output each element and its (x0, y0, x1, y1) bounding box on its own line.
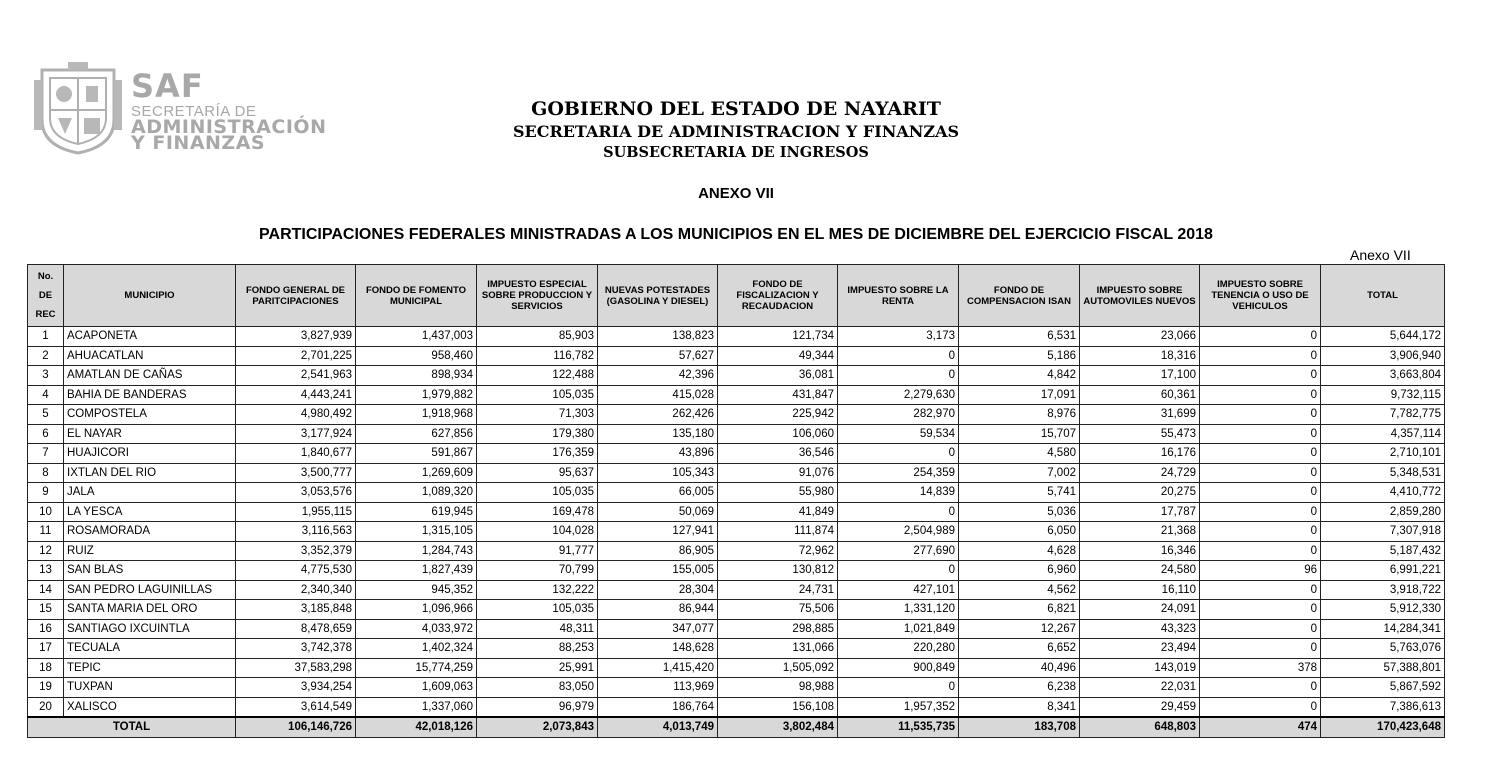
fondo-general-cell: 3,827,939 (236, 327, 356, 347)
subsecretariat-title: SUBSECRETARIA DE INGRESOS (603, 144, 869, 161)
isr-cell: 900,849 (838, 658, 959, 678)
nuevas-potestades-cell: 347,077 (598, 619, 718, 639)
nuevas-potestades-cell: 28,304 (598, 580, 718, 600)
municipio-cell: LA YESCA (64, 502, 236, 522)
fiscalizacion-cell: 98,988 (718, 678, 838, 698)
totals-row (28, 717, 1445, 737)
isr-cell: 3,173 (838, 327, 959, 347)
isan-cell: 6,821 (959, 600, 1080, 620)
isan-cell: 4,562 (959, 580, 1080, 600)
total-isr-cell: 11,535,735 (838, 717, 959, 737)
secretariat-title: SECRETARIA DE ADMINISTRACION Y FINANZAS (512, 122, 960, 141)
nuevas-potestades-cell: 415,028 (598, 385, 718, 405)
ieps-cell: 116,782 (477, 346, 598, 366)
fiscalizacion-cell: 131,066 (718, 639, 838, 659)
municipio-cell: IXTLAN DEL RIO (64, 463, 236, 483)
row-number: 13 (28, 561, 64, 581)
col-header-tenencia: IMPUESTO SOBRE TENENCIA O USO DE VEHICULOS (1200, 265, 1321, 327)
tenencia-cell: 0 (1200, 327, 1321, 347)
fondo-general-cell: 2,541,963 (236, 366, 356, 386)
total-cell: 2,859,280 (1321, 502, 1445, 522)
fondo-general-cell: 3,116,563 (236, 522, 356, 542)
automoviles-cell: 24,729 (1080, 463, 1200, 483)
fondo-fomento-cell: 1,096,966 (356, 600, 477, 620)
col-header-municipio: MUNICIPIO (64, 265, 236, 327)
tenencia-cell: 0 (1200, 366, 1321, 386)
tenencia-cell: 0 (1200, 385, 1321, 405)
fondo-fomento-cell: 1,337,060 (356, 697, 477, 717)
ieps-cell: 132,222 (477, 580, 598, 600)
automoviles-cell: 24,091 (1080, 600, 1200, 620)
automoviles-cell: 22,031 (1080, 678, 1200, 698)
table-row (28, 483, 1445, 503)
fondo-fomento-cell: 898,934 (356, 366, 477, 386)
ieps-cell: 96,979 (477, 697, 598, 717)
table-row (28, 405, 1445, 425)
automoviles-cell: 18,316 (1080, 346, 1200, 366)
municipio-cell: RUIZ (64, 541, 236, 561)
isr-cell: 2,279,630 (838, 385, 959, 405)
table-row (28, 580, 1445, 600)
automoviles-cell: 16,176 (1080, 444, 1200, 464)
fiscalizacion-cell: 130,812 (718, 561, 838, 581)
isr-cell: 0 (838, 346, 959, 366)
municipio-cell: SAN BLAS (64, 561, 236, 581)
fiscalizacion-cell: 298,885 (718, 619, 838, 639)
fondo-fomento-cell: 1,437,003 (356, 327, 477, 347)
tenencia-cell: 0 (1200, 619, 1321, 639)
total-cell: 3,906,940 (1321, 346, 1445, 366)
tenencia-cell: 0 (1200, 502, 1321, 522)
total-tot-cell: 170,423,648 (1321, 717, 1445, 737)
automoviles-cell: 31,699 (1080, 405, 1200, 425)
isan-cell: 7,002 (959, 463, 1080, 483)
tenencia-cell: 0 (1200, 580, 1321, 600)
municipio-cell: EL NAYAR (64, 424, 236, 444)
municipio-cell: COMPOSTELA (64, 405, 236, 425)
total-gas-cell: 4,013,749 (598, 717, 718, 737)
col-header-ieps: IMPUESTO ESPECIAL SOBRE PRODUCCION Y SERVICIOS (477, 265, 598, 327)
nuevas-potestades-cell: 66,005 (598, 483, 718, 503)
fiscalizacion-cell: 36,081 (718, 366, 838, 386)
row-number: 11 (28, 522, 64, 542)
nuevas-potestades-cell: 262,426 (598, 405, 718, 425)
municipio-cell: SANTIAGO IXCUINTLA (64, 619, 236, 639)
nuevas-potestades-cell: 42,396 (598, 366, 718, 386)
isan-cell: 6,652 (959, 639, 1080, 659)
table-row (28, 463, 1445, 483)
col-header-nuevas-potestades: NUEVAS POTESTADES (GASOLINA Y DIESEL) (598, 265, 718, 327)
total-cell: 6,991,221 (1321, 561, 1445, 581)
totals-label: TOTAL (28, 717, 236, 737)
municipio-cell: BAHIA DE BANDERAS (64, 385, 236, 405)
isan-cell: 5,036 (959, 502, 1080, 522)
municipio-cell: JALA (64, 483, 236, 503)
ieps-cell: 83,050 (477, 678, 598, 698)
fondo-general-cell: 2,701,225 (236, 346, 356, 366)
table-row (28, 327, 1445, 347)
total-cell: 5,348,531 (1321, 463, 1445, 483)
municipio-cell: HUAJICORI (64, 444, 236, 464)
nuevas-potestades-cell: 113,969 (598, 678, 718, 698)
table-row (28, 541, 1445, 561)
row-number: 3 (28, 366, 64, 386)
table-row (28, 346, 1445, 366)
fiscalizacion-cell: 91,076 (718, 463, 838, 483)
fondo-general-cell: 4,443,241 (236, 385, 356, 405)
total-cell: 57,388,801 (1321, 658, 1445, 678)
fiscalizacion-cell: 72,962 (718, 541, 838, 561)
tenencia-cell: 0 (1200, 346, 1321, 366)
nuevas-potestades-cell: 57,627 (598, 346, 718, 366)
isr-cell: 0 (838, 678, 959, 698)
row-number: 17 (28, 639, 64, 659)
row-number: 7 (28, 444, 64, 464)
total-auto-cell: 648,803 (1080, 717, 1200, 737)
fondo-fomento-cell: 1,979,882 (356, 385, 477, 405)
annex-heading: ANEXO VII (698, 185, 774, 202)
logo-abbreviation: SAF (131, 67, 204, 105)
total-fgp-cell: 106,146,726 (236, 717, 356, 737)
ieps-cell: 104,028 (477, 522, 598, 542)
total-cell: 4,410,772 (1321, 483, 1445, 503)
nuevas-potestades-cell: 138,823 (598, 327, 718, 347)
participaciones-table (27, 264, 1445, 738)
isr-cell: 1,331,120 (838, 600, 959, 620)
row-number: 8 (28, 463, 64, 483)
fondo-fomento-cell: 591,867 (356, 444, 477, 464)
nuevas-potestades-cell: 105,343 (598, 463, 718, 483)
fondo-fomento-cell: 945,352 (356, 580, 477, 600)
isan-cell: 8,976 (959, 405, 1080, 425)
ieps-cell: 70,799 (477, 561, 598, 581)
row-number: 2 (28, 346, 64, 366)
nuevas-potestades-cell: 43,896 (598, 444, 718, 464)
row-number: 19 (28, 678, 64, 698)
municipio-cell: ACAPONETA (64, 327, 236, 347)
total-isan-cell: 183,708 (959, 717, 1080, 737)
fiscalizacion-cell: 75,506 (718, 600, 838, 620)
total-cell: 7,386,613 (1321, 697, 1445, 717)
municipio-cell: ROSAMORADA (64, 522, 236, 542)
tenencia-cell: 0 (1200, 424, 1321, 444)
fiscalizacion-cell: 431,847 (718, 385, 838, 405)
table-row (28, 424, 1445, 444)
tenencia-cell: 0 (1200, 639, 1321, 659)
row-number: 18 (28, 658, 64, 678)
total-cell: 5,644,172 (1321, 327, 1445, 347)
fondo-fomento-cell: 619,945 (356, 502, 477, 522)
table-row (28, 522, 1445, 542)
nuevas-potestades-cell: 186,764 (598, 697, 718, 717)
row-number: 16 (28, 619, 64, 639)
nuevas-potestades-cell: 127,941 (598, 522, 718, 542)
isan-cell: 4,628 (959, 541, 1080, 561)
row-number: 14 (28, 580, 64, 600)
automoviles-cell: 16,346 (1080, 541, 1200, 561)
fiscalizacion-cell: 41,849 (718, 502, 838, 522)
logo-line2: ADMINISTRACIÓN (131, 116, 327, 138)
col-header-automoviles: IMPUESTO SOBRE AUTOMOVILES NUEVOS (1080, 265, 1200, 327)
document-subtitle: PARTICIPACIONES FEDERALES MINISTRADAS A LOS MUNICIPIOS EN EL MES DE DICIEMBRE DEL EJERCICIO FISCAL 2018 (259, 226, 1213, 243)
fondo-fomento-cell: 1,402,324 (356, 639, 477, 659)
tenencia-cell: 0 (1200, 522, 1321, 542)
automoviles-cell: 43,323 (1080, 619, 1200, 639)
annex-label: Anexo VII (1350, 247, 1411, 263)
automoviles-cell: 23,494 (1080, 639, 1200, 659)
fondo-general-cell: 3,185,848 (236, 600, 356, 620)
fondo-fomento-cell: 15,774,259 (356, 658, 477, 678)
fondo-fomento-cell: 1,609,063 (356, 678, 477, 698)
isr-cell: 1,021,849 (838, 619, 959, 639)
isan-cell: 6,531 (959, 327, 1080, 347)
municipio-cell: AHUACATLAN (64, 346, 236, 366)
ieps-cell: 48,311 (477, 619, 598, 639)
tenencia-cell: 96 (1200, 561, 1321, 581)
table-row (28, 639, 1445, 659)
municipio-cell: TUXPAN (64, 678, 236, 698)
isr-cell: 2,504,989 (838, 522, 959, 542)
isan-cell: 4,842 (959, 366, 1080, 386)
nuevas-potestades-cell: 86,905 (598, 541, 718, 561)
isan-cell: 6,050 (959, 522, 1080, 542)
ieps-cell: 105,035 (477, 385, 598, 405)
fondo-general-cell: 3,742,378 (236, 639, 356, 659)
nuevas-potestades-cell: 86,944 (598, 600, 718, 620)
isr-cell: 0 (838, 502, 959, 522)
ieps-cell: 88,253 (477, 639, 598, 659)
fiscalizacion-cell: 55,980 (718, 483, 838, 503)
total-cell: 3,918,722 (1321, 580, 1445, 600)
ieps-cell: 85,903 (477, 327, 598, 347)
row-number: 15 (28, 600, 64, 620)
nuevas-potestades-cell: 135,180 (598, 424, 718, 444)
row-number: 1 (28, 327, 64, 347)
fondo-fomento-cell: 1,918,968 (356, 405, 477, 425)
table-row (28, 619, 1445, 639)
municipio-cell: SANTA MARIA DEL ORO (64, 600, 236, 620)
tenencia-cell: 0 (1200, 541, 1321, 561)
automoviles-cell: 17,787 (1080, 502, 1200, 522)
fondo-fomento-cell: 1,089,320 (356, 483, 477, 503)
ieps-cell: 25,991 (477, 658, 598, 678)
fondo-general-cell: 3,614,549 (236, 697, 356, 717)
fondo-general-cell: 3,053,576 (236, 483, 356, 503)
table-row (28, 658, 1445, 678)
row-number: 9 (28, 483, 64, 503)
total-cell: 9,732,115 (1321, 385, 1445, 405)
fiscalizacion-cell: 111,874 (718, 522, 838, 542)
tenencia-cell: 0 (1200, 483, 1321, 503)
ieps-cell: 176,359 (477, 444, 598, 464)
table-row (28, 444, 1445, 464)
automoviles-cell: 16,110 (1080, 580, 1200, 600)
total-cell: 7,782,775 (1321, 405, 1445, 425)
total-cell: 14,284,341 (1321, 619, 1445, 639)
table-header-row (28, 265, 1445, 327)
table-row (28, 561, 1445, 581)
automoviles-cell: 20,275 (1080, 483, 1200, 503)
isr-cell: 427,101 (838, 580, 959, 600)
ieps-cell: 105,035 (477, 483, 598, 503)
fondo-fomento-cell: 1,284,743 (356, 541, 477, 561)
automoviles-cell: 143,019 (1080, 658, 1200, 678)
fondo-fomento-cell: 627,856 (356, 424, 477, 444)
fondo-general-cell: 4,980,492 (236, 405, 356, 425)
automoviles-cell: 23,066 (1080, 327, 1200, 347)
table-row (28, 502, 1445, 522)
municipio-cell: SAN PEDRO LAGUINILLAS (64, 580, 236, 600)
automoviles-cell: 60,361 (1080, 385, 1200, 405)
isan-cell: 40,496 (959, 658, 1080, 678)
fiscalizacion-cell: 49,344 (718, 346, 838, 366)
col-header-isan: FONDO DE COMPENSACION ISAN (959, 265, 1080, 327)
logo-line3: Y FINANZAS (131, 132, 266, 154)
automoviles-cell: 21,368 (1080, 522, 1200, 542)
fondo-general-cell: 2,340,340 (236, 580, 356, 600)
isr-cell: 277,690 (838, 541, 959, 561)
fondo-fomento-cell: 1,827,439 (356, 561, 477, 581)
fondo-general-cell: 3,352,379 (236, 541, 356, 561)
ieps-cell: 122,488 (477, 366, 598, 386)
total-cell: 2,710,101 (1321, 444, 1445, 464)
total-ten-cell: 474 (1200, 717, 1321, 737)
total-cell: 3,663,804 (1321, 366, 1445, 386)
isan-cell: 4,580 (959, 444, 1080, 464)
nuevas-potestades-cell: 148,628 (598, 639, 718, 659)
ieps-cell: 179,380 (477, 424, 598, 444)
isan-cell: 17,091 (959, 385, 1080, 405)
fiscalizacion-cell: 1,505,092 (718, 658, 838, 678)
total-cell: 4,357,114 (1321, 424, 1445, 444)
tenencia-cell: 0 (1200, 463, 1321, 483)
fondo-fomento-cell: 1,315,105 (356, 522, 477, 542)
automoviles-cell: 29,459 (1080, 697, 1200, 717)
ieps-cell: 91,777 (477, 541, 598, 561)
total-ffm-cell: 42,018,126 (356, 717, 477, 737)
isan-cell: 15,707 (959, 424, 1080, 444)
fondo-general-cell: 4,775,530 (236, 561, 356, 581)
table-row (28, 600, 1445, 620)
col-header-fiscalizacion: FONDO DE FISCALIZACION Y RECAUDACION (718, 265, 838, 327)
tenencia-cell: 0 (1200, 600, 1321, 620)
row-number: 20 (28, 697, 64, 717)
government-title: GOBIERNO DEL ESTADO DE NAYARIT (531, 98, 941, 120)
row-number: 6 (28, 424, 64, 444)
ieps-cell: 105,035 (477, 600, 598, 620)
automoviles-cell: 55,473 (1080, 424, 1200, 444)
fondo-general-cell: 3,500,777 (236, 463, 356, 483)
col-header-fondo-fomento: FONDO DE FOMENTO MUNICIPAL (356, 265, 477, 327)
isan-cell: 12,267 (959, 619, 1080, 639)
isr-cell: 220,280 (838, 639, 959, 659)
total-cell: 5,187,432 (1321, 541, 1445, 561)
total-cell: 7,307,918 (1321, 522, 1445, 542)
row-number: 4 (28, 385, 64, 405)
fiscalizacion-cell: 36,546 (718, 444, 838, 464)
total-ffr-cell: 3,802,484 (718, 717, 838, 737)
fondo-general-cell: 1,840,677 (236, 444, 356, 464)
row-number: 10 (28, 502, 64, 522)
isr-cell: 59,534 (838, 424, 959, 444)
fondo-fomento-cell: 1,269,609 (356, 463, 477, 483)
ieps-cell: 71,303 (477, 405, 598, 425)
table-row (28, 385, 1445, 405)
row-number: 5 (28, 405, 64, 425)
fondo-general-cell: 1,955,115 (236, 502, 356, 522)
logo-line1: SECRETARÍA DE (131, 103, 257, 120)
isr-cell: 0 (838, 366, 959, 386)
row-number: 12 (28, 541, 64, 561)
col-header-fondo-general: FONDO GENERAL DE PARITCIPACIONES (236, 265, 356, 327)
fiscalizacion-cell: 121,734 (718, 327, 838, 347)
col-header-total: TOTAL (1321, 265, 1445, 327)
isr-cell: 1,957,352 (838, 697, 959, 717)
isr-cell: 282,970 (838, 405, 959, 425)
fiscalizacion-cell: 106,060 (718, 424, 838, 444)
total-cell: 5,912,330 (1321, 600, 1445, 620)
isan-cell: 6,238 (959, 678, 1080, 698)
isr-cell: 14,839 (838, 483, 959, 503)
col-header-isr: IMPUESTO SOBRE LA RENTA (838, 265, 959, 327)
fondo-general-cell: 8,478,659 (236, 619, 356, 639)
table-row (28, 697, 1445, 717)
isan-cell: 5,741 (959, 483, 1080, 503)
tenencia-cell: 378 (1200, 658, 1321, 678)
table-row (28, 366, 1445, 386)
total-cell: 5,763,076 (1321, 639, 1445, 659)
table-row (28, 678, 1445, 698)
fondo-general-cell: 3,934,254 (236, 678, 356, 698)
isan-cell: 6,960 (959, 561, 1080, 581)
isr-cell: 0 (838, 444, 959, 464)
tenencia-cell: 0 (1200, 678, 1321, 698)
municipio-cell: TECUALA (64, 639, 236, 659)
fiscalizacion-cell: 156,108 (718, 697, 838, 717)
municipio-cell: XALISCO (64, 697, 236, 717)
fondo-general-cell: 3,177,924 (236, 424, 356, 444)
fiscalizacion-cell: 24,731 (718, 580, 838, 600)
automoviles-cell: 24,580 (1080, 561, 1200, 581)
ieps-cell: 95,637 (477, 463, 598, 483)
fondo-general-cell: 37,583,298 (236, 658, 356, 678)
tenencia-cell: 0 (1200, 444, 1321, 464)
municipio-cell: AMATLAN DE CAÑAS (64, 366, 236, 386)
tenencia-cell: 0 (1200, 405, 1321, 425)
fiscalizacion-cell: 225,942 (718, 405, 838, 425)
total-ieps-cell: 2,073,843 (477, 717, 598, 737)
fondo-fomento-cell: 958,460 (356, 346, 477, 366)
fondo-fomento-cell: 4,033,972 (356, 619, 477, 639)
total-cell: 5,867,592 (1321, 678, 1445, 698)
isan-cell: 5,186 (959, 346, 1080, 366)
nuevas-potestades-cell: 1,415,420 (598, 658, 718, 678)
municipio-cell: TEPIC (64, 658, 236, 678)
ieps-cell: 169,478 (477, 502, 598, 522)
nuevas-potestades-cell: 155,005 (598, 561, 718, 581)
isr-cell: 254,359 (838, 463, 959, 483)
nuevas-potestades-cell: 50,069 (598, 502, 718, 522)
isan-cell: 8,341 (959, 697, 1080, 717)
col-header-no: No. DE REC (28, 265, 64, 327)
automoviles-cell: 17,100 (1080, 366, 1200, 386)
isr-cell: 0 (838, 561, 959, 581)
tenencia-cell: 0 (1200, 697, 1321, 717)
